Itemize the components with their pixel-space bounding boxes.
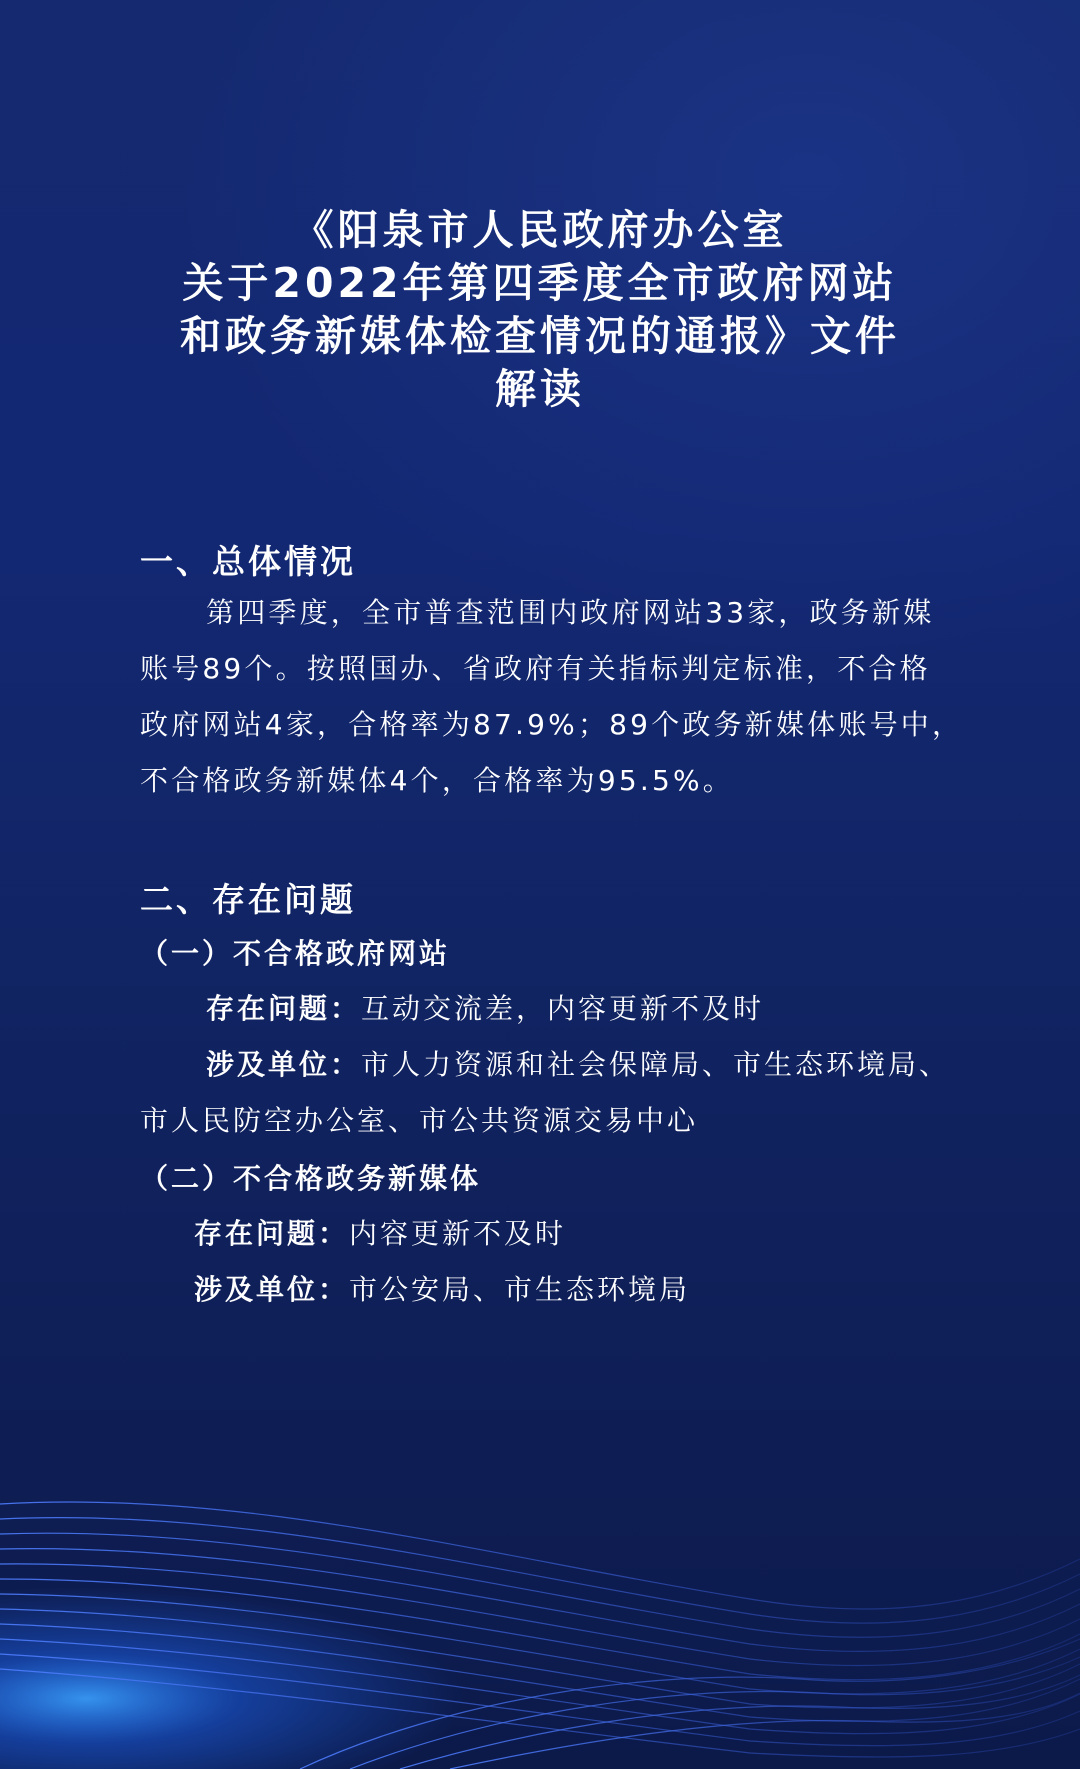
units-label: 涉及单位： — [206, 1048, 362, 1081]
subsection-1-units-continued: 市人民防空办公室、市公共资源交易中心 — [140, 1104, 699, 1137]
document-title — [0, 204, 1080, 416]
subsection-2-units — [194, 1268, 690, 1308]
problem-label: 存在问题： — [206, 992, 362, 1025]
paragraph-line-1: 第四季度，全市普查范围内政府网站33家，政务新媒 — [206, 596, 935, 629]
paragraph-line-3: 政府网站4家，合格率为87.9%；89个政务新媒体账号中， — [140, 708, 964, 741]
title-line-4: 解读 — [495, 365, 585, 413]
section-1-paragraph — [140, 585, 970, 809]
problem-label: 存在问题： — [194, 1217, 350, 1250]
section-2-heading: 二、存在问题 — [140, 880, 356, 919]
subsection-2-heading: （二）不合格政务新媒体 — [140, 1162, 482, 1195]
problem-text: 内容更新不及时 — [349, 1217, 567, 1250]
units-text-line-1: 市人力资源和社会保障局、市生态环境局、 — [361, 1048, 951, 1081]
units-label: 涉及单位： — [194, 1273, 350, 1306]
section-1-heading: 一、总体情况 — [140, 542, 356, 581]
subsection-1-units — [206, 1043, 950, 1083]
title-line-1: 《阳泉市人民政府办公室 — [292, 206, 788, 254]
paragraph-line-2: 账号89个。按照国办、省政府有关指标判定标准，不合格 — [140, 652, 931, 685]
problem-text: 互动交流差，内容更新不及时 — [361, 992, 765, 1025]
decorative-wave-lines — [0, 1449, 1080, 1769]
subsection-1-problem — [206, 987, 764, 1027]
paragraph-line-4: 不合格政务新媒体4个，合格率为95.5%。 — [140, 764, 734, 797]
units-text: 市公安局、市生态环境局 — [349, 1273, 691, 1306]
title-line-3: 和政务新媒体检查情况的通报》文件 — [180, 312, 900, 360]
title-line-2: 关于2022年第四季度全市政府网站 — [182, 259, 898, 307]
subsection-1-heading: （一）不合格政府网站 — [140, 937, 451, 970]
subsection-2-problem — [194, 1212, 566, 1252]
